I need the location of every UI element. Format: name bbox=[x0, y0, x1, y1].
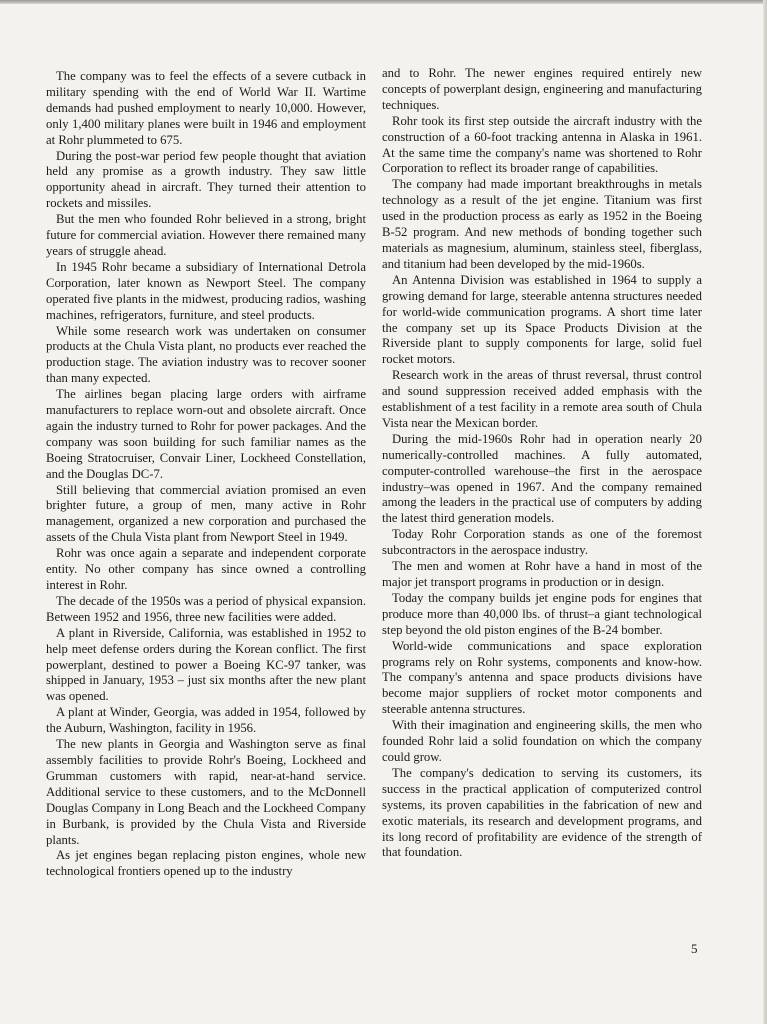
paragraph: The new plants in Georgia and Washington serve as final assembly facilities to provide Rohr's Boeing, Lockheed and Grumman customers with rapid, near-at-hand service. Additional service to these customers, and to the McDonnell Douglas Company in Long Beach and the Lockheed Company in Burbank, is provided by the Chula Vista and Riverside plants. bbox=[46, 737, 366, 847]
paragraph: While some research work was undertaken on consumer products at the Chula Vista plant, no products ever reached the production stage. The aviation industry was to recover sooner than many expected. bbox=[46, 323, 366, 386]
paragraph: Rohr was once again a separate and independent corporate entity. No other company has since owned a controlling interest in Rohr. bbox=[46, 546, 366, 592]
paragraph: During the post-war period few people thought that aviation held any promise as a growth industry. They saw little opportunity ahead in aircraft. They turned their attention to rockets and missiles. bbox=[46, 148, 366, 211]
paragraph: An Antenna Division was established in 1964 to supply a growing demand for large, steerable antenna structures needed for world-wide communication programs. A short time later the company set up its Space Products Division at the Riverside plant to supply components for large, solid fuel rocket motors. bbox=[382, 272, 702, 367]
paragraph: Still believing that commercial aviation promised an even brighter future, a group of men, many active in Rohr management, organized a new corporation and purchased the assets of the Chula Vista plant from Newport Steel in 1949. bbox=[46, 482, 366, 545]
left-text-column bbox=[46, 69, 366, 880]
paragraph: Today Rohr Corporation stands as one of the foremost subcontractors in the aerospace industry. bbox=[382, 527, 702, 558]
scan-top-edge bbox=[0, 0, 767, 4]
paragraph: In 1945 Rohr became a subsidiary of International Detrola Corporation, later known as Newport Steel. The company operated five plants in the midwest, producing radios, washing machines, refrigerators, furniture, and steel products. bbox=[46, 259, 366, 322]
right-text-column bbox=[382, 66, 702, 861]
scan-right-edge bbox=[763, 0, 767, 1024]
paragraph: The decade of the 1950s was a period of physical expansion. Between 1952 and 1956, three new facilities were added. bbox=[46, 593, 366, 624]
paragraph: and to Rohr. The newer engines required entirely new concepts of powerplant design, engineering and manufacturing techniques. bbox=[382, 66, 702, 112]
paragraph: Rohr took its first step outside the aircraft industry with the construction of a 60-foot tracking antenna in Alaska in 1961. At the same time the company's name was shortened to Rohr Corporation to reflect its broader range of capabilities. bbox=[382, 113, 702, 176]
paragraph: With their imagination and engineering skills, the men who founded Rohr laid a solid foundation on which the company could grow. bbox=[382, 718, 702, 764]
paragraph: Research work in the areas of thrust reversal, thrust control and sound suppression received added emphasis with the establishment of a test facility in a remote area south of Chula Vista near the Mexican border. bbox=[382, 368, 702, 430]
page-number: 5 bbox=[691, 941, 698, 956]
paragraph: Today the company builds jet engine pods for engines that produce more than 40,000 lbs. of thrust–a giant technological step beyond the old piston engines of the B-24 bomber. bbox=[382, 590, 702, 637]
paragraph: The airlines began placing large orders with airframe manufacturers to replace worn-out and obsolete aircraft. Once again the industry turned to Rohr for power packages. And the company was soon building for such familiar names as the Boeing Stratocruiser, Convair Liner, Lockheed Constellation, and the Douglas DC-7. bbox=[46, 387, 366, 481]
paragraph: As jet engines began replacing piston engines, whole new technological frontiers opened up to the industry bbox=[46, 848, 366, 879]
paragraph: World-wide communications and space exploration programs rely on Rohr systems, components and know-how. The company's antenna and space products divisions have become major suppliers of rocket motor components and steerable antenna structures. bbox=[382, 638, 702, 717]
paragraph: The company had made important breakthroughs in metals technology as a result of the jet engine. Titanium was first used in the production process as early as 1952 in the Boeing B-52 program. And new methods of bonding together such materials as magnesium, aluminum, stainless steel, fiberglass, and titanium had been developed by the mid-1960s. bbox=[382, 177, 702, 271]
paragraph: A plant in Riverside, California, was established in 1952 to help meet defense orders during the Korean conflict. The first powerplant, destined to power a Boeing KC-97 tanker, was shipped in January, 1953 – just six months after the new plant was opened. bbox=[46, 625, 366, 704]
paragraph: But the men who founded Rohr believed in a strong, bright future for commercial aviation. However there remained many years of struggle ahead. bbox=[46, 212, 366, 258]
paragraph: During the mid-1960s Rohr had in operation nearly 20 numerically-controlled machines. A fully automated, computer-controlled warehouse–the first in the aerospace industry–was opened in 1967. And the company remained among the leaders in the practical use of computers by adding the latest third generation models. bbox=[382, 431, 702, 526]
paragraph: The men and women at Rohr have a hand in most of the major jet transport programs in production or in design. bbox=[382, 559, 702, 589]
paragraph: The company was to feel the effects of a severe cutback in military spending with the end of World War II. Wartime demands had pushed employment to nearly 10,000. However, only 1,400 military planes were built in 1946 and employment at Rohr plummeted to 675. bbox=[46, 69, 366, 147]
paragraph: The company's dedication to serving its customers, its success in the practical application of computerized control systems, its proven capabilities in the fabrication of new and exotic materials, its research and development programs, and its long record of profitability are evidence of the strength of that foundation. bbox=[382, 765, 702, 860]
paragraph: A plant at Winder, Georgia, was added in 1954, followed by the Auburn, Washington, facility in 1956. bbox=[46, 705, 366, 736]
